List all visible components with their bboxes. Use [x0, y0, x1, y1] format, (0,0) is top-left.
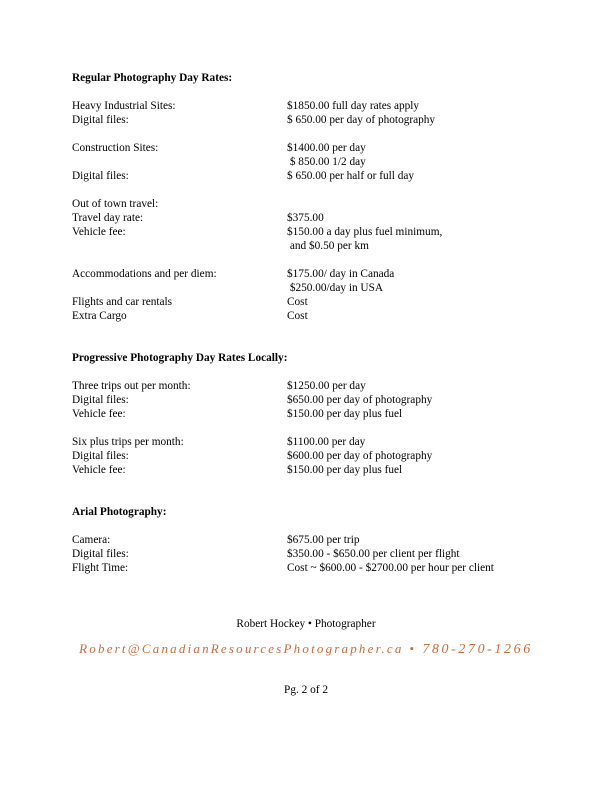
rate-label: Construction Sites: [72, 142, 159, 154]
rate-label: Six plus trips per month: [72, 436, 184, 448]
rate-row [72, 156, 552, 170]
contact-line [0, 641, 612, 658]
rate-row [72, 464, 552, 478]
rate-value: Cost [287, 310, 308, 322]
rate-value: $650.00 per day of photography [287, 394, 433, 406]
rate-value: $175.00/ day in Canada [287, 268, 395, 280]
regular-rates-heading: Regular Photography Day Rates: [72, 72, 233, 84]
rate-value: $375.00 [287, 212, 324, 224]
rate-label: Digital files: [72, 170, 129, 182]
rate-label: Extra Cargo [72, 310, 127, 322]
rate-row [72, 100, 552, 114]
rate-value: Cost ~ $600.00 - $2700.00 per hour per client [287, 562, 494, 574]
rate-value: $150.00 a day plus fuel minimum, [287, 226, 443, 238]
rate-label: Vehicle fee: [72, 408, 126, 420]
rate-label: Three trips out per month: [72, 380, 191, 392]
rate-value: $250.00/day in USA [287, 282, 384, 294]
rate-row [72, 170, 552, 184]
rate-value: $350.00 - $650.00 per client per flight [287, 548, 460, 560]
rate-value: $150.00 per day plus fuel [287, 408, 403, 420]
rate-value: $ 850.00 1/2 day [287, 156, 366, 168]
rate-value: $1250.00 per day [287, 380, 366, 392]
rate-label: Vehicle fee: [72, 226, 126, 238]
rate-label: Digital files: [72, 394, 129, 406]
rate-row [72, 436, 552, 450]
rate-row [72, 226, 552, 240]
rate-row [72, 450, 552, 464]
rate-value: $150.00 per day plus fuel [287, 464, 403, 476]
rate-value: $600.00 per day of photography [287, 450, 433, 462]
rate-label: Flights and car rentals [72, 296, 173, 308]
rate-row [72, 408, 552, 422]
rate-row [72, 142, 552, 156]
rate-value: $ 650.00 per day of photography [287, 114, 436, 126]
rate-row [72, 296, 552, 310]
rate-row [72, 310, 552, 324]
rate-label: Camera: [72, 534, 111, 546]
page-number: Pg. 2 of 2 [284, 684, 328, 696]
contact-phone[interactable]: 780-270-1266 [422, 642, 533, 657]
rate-value: and $0.50 per km [287, 240, 369, 252]
rate-label: Accommodations and per diem: [72, 268, 217, 280]
rate-label: Heavy Industrial Sites: [72, 100, 176, 112]
arial-rates-heading: Arial Photography: [72, 506, 167, 518]
rate-row [72, 394, 552, 408]
rate-value: Cost [287, 296, 308, 308]
rate-label: Flight Time: [72, 562, 129, 574]
rate-value: $1100.00 per day [287, 436, 366, 448]
rate-row [72, 114, 552, 128]
rate-row [72, 548, 552, 562]
rate-label: Travel day rate: [72, 212, 144, 224]
rate-label: Digital files: [72, 548, 129, 560]
rate-row [72, 282, 552, 296]
rate-label: Digital files: [72, 114, 129, 126]
rate-row [72, 212, 552, 226]
progressive-rates-heading: Progressive Photography Day Rates Locally: [72, 352, 288, 364]
rate-row [72, 268, 552, 282]
contact-email[interactable]: Robert@CanadianResourcesPhotographer.ca [79, 641, 404, 656]
rate-row [72, 240, 552, 254]
rate-value: $ 650.00 per half or full day [287, 170, 415, 182]
contact-separator: • [409, 641, 417, 656]
rate-value: $675.00 per trip [287, 534, 360, 546]
rate-row [72, 198, 552, 212]
rate-label: Digital files: [72, 450, 129, 462]
rate-label: Vehicle fee: [72, 464, 126, 476]
rate-row [72, 534, 552, 548]
rate-label: Out of town travel: [72, 198, 159, 210]
rate-value: $1850.00 full day rates apply [287, 100, 420, 112]
photographer-name-line: Robert Hockey • Photographer [236, 618, 376, 630]
rate-row [72, 380, 552, 394]
rate-row [72, 562, 552, 576]
rate-value: $1400.00 per day [287, 142, 366, 154]
